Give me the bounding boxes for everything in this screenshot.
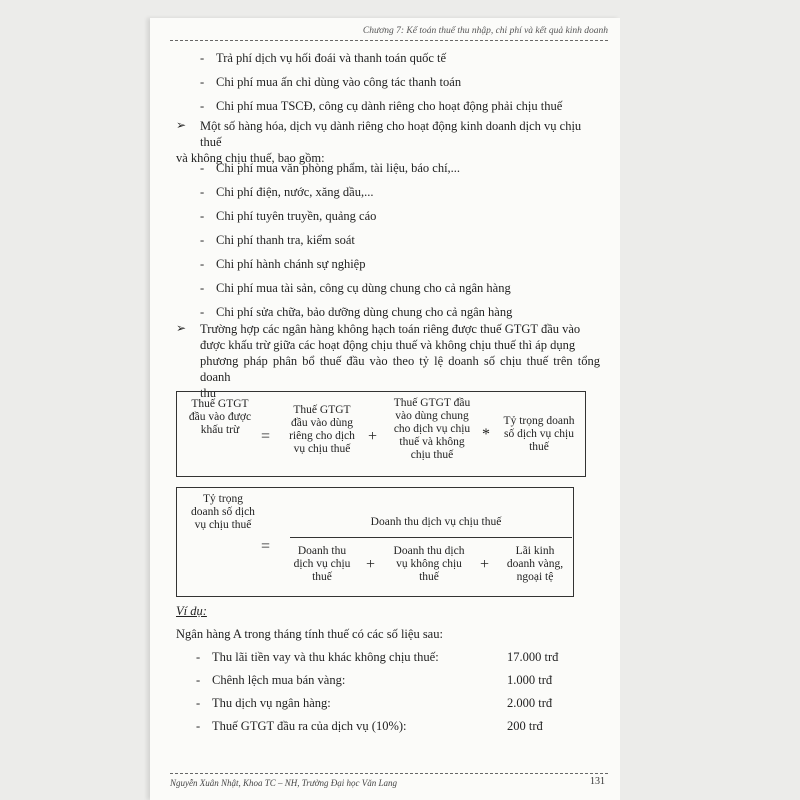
header-rule [170,40,608,41]
formula1-term3: Tỷ trọng doanh số dịch vụ chịu thuế [503,415,575,453]
list-item: - Chi phí mua TSCĐ, công cụ dành riêng cho hoạt động phải chịu thuế [200,99,563,113]
section2-paragraph: Trường hợp các ngân hàng không hạch toán riêng được thuế GTGT đầu vào được khấu trừ giữa các hoạt động chịu thuế và không chịu thuế thì áp dụng phương pháp phân bổ thuế đầu vào theo tỷ lệ doanh số chịu thuế trên tổng doanh thu [200,322,600,400]
example-row-label: - Thu dịch vụ ngân hàng: [196,696,331,710]
equals-sign: = [261,428,271,445]
example-row-label: - Thu lãi tiền vay và thu khác không chịu thuế: [196,650,439,664]
list-item: - Chi phí mua ấn chỉ dùng vào công tác thanh toán [200,75,462,89]
formula2-lhs: Tỷ trọng doanh số dịch vụ chịu thuế [191,493,255,531]
formula2-den1: Doanh thu dịch vụ chịu thuế [293,545,351,583]
arrow-bullet-icon: ➢ [176,118,187,132]
formula2-den2: Doanh thu dịch vụ không chịu thuế [393,545,465,583]
list-item: - Chi phí hành chánh sự nghiệp [200,257,366,271]
footer-author: Nguyễn Xuân Nhật, Khoa TC – NH, Trường Đại học Văn Lang [170,778,397,788]
list-item: - Chi phí điện, nước, xăng dầu,... [200,185,374,199]
list-item: - Chi phí tuyên truyền, quảng cáo [200,209,377,223]
arrow-bullet-icon: ➢ [176,321,187,335]
list-item: - Trả phí dịch vụ hối đoái và thanh toán quốc tế [200,51,447,65]
example-row-value: 200 trđ [507,719,543,733]
list-item: - Chi phí mua tài sản, công cụ dùng chung cho cả ngân hàng [200,281,511,295]
formula2-numerator: Doanh thu dịch vụ chịu thuế [370,516,502,528]
example-row-label: - Thuế GTGT đầu ra của dịch vụ (10%): [196,719,407,733]
list-item: - Chi phí thanh tra, kiểm soát [200,233,355,247]
section1-intro: Một số hàng hóa, dịch vụ dành riêng cho hoạt động kinh doanh dịch vụ chịu thuế và không chịu thuế, bao gồm: [176,119,582,165]
formula1-lhs: Thuế GTGT đầu vào được khấu trừ [188,398,252,436]
plus-sign: + [368,428,378,445]
running-header: Chương 7: Kế toán thuế thu nhập, chi phí và kết quả kinh doanh [362,26,608,36]
footer-rule [170,773,608,774]
plus-sign: + [366,556,376,573]
formula1-term1: Thuế GTGT đầu vào dùng riêng cho dịch vụ chịu thuế [289,404,355,455]
list-item: - Chi phí sửa chữa, bảo dưỡng dùng chung cho cả ngân hàng [200,305,513,319]
page-number: 131 [590,776,605,787]
formula2-den3: Lãi kinh doanh vàng, ngoại tệ [506,545,564,583]
equals-sign: = [261,538,271,555]
example-title: Ví dụ: [176,604,207,618]
list-item: - Chi phí mua văn phòng phẩm, tài liệu, báo chí,... [200,161,461,175]
example-intro: Ngân hàng A trong tháng tính thuế có các số liệu sau: [176,627,443,641]
plus-sign: + [480,556,490,573]
example-row-value: 17.000 trđ [507,650,559,664]
example-row-value: 1.000 trđ [507,673,553,687]
example-row-value: 2.000 trđ [507,696,553,710]
example-row-label: - Chênh lệch mua bán vàng: [196,673,346,687]
formula1-term2: Thuế GTGT đầu vào dùng chung cho dịch vụ chịu thuế và không chịu thuế [393,397,471,461]
multiply-sign: * [482,426,490,443]
fraction-line [290,537,572,538]
